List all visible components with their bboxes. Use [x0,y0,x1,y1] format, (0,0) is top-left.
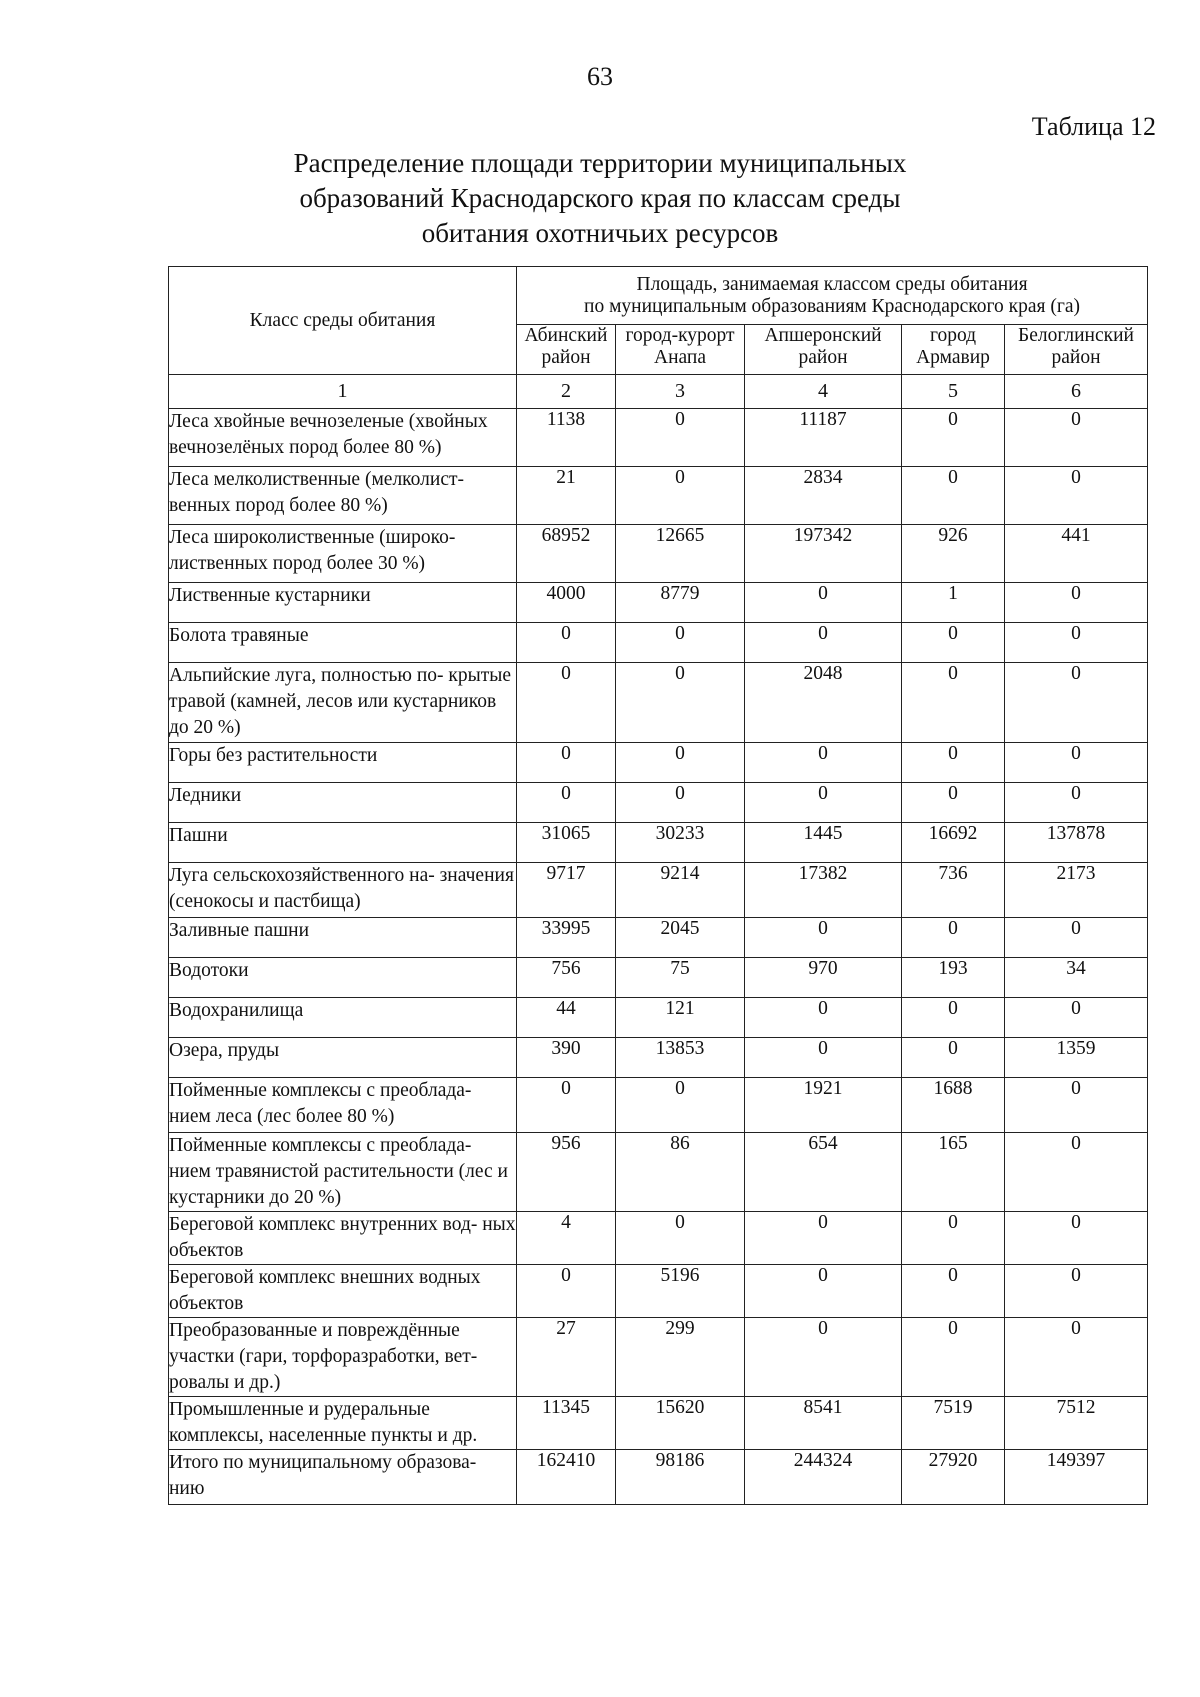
area-value-cell: 390 [517,1038,616,1078]
table-row [169,467,1148,525]
table-row [169,998,1148,1038]
habitat-class-cell: Пойменные комплексы с преоблада- нием травянистой растительности (лес и кустарники до 20 %) [169,1133,517,1212]
table-row [169,1078,1148,1133]
area-value-cell: 2045 [616,918,745,958]
column-number-row [169,375,1148,409]
area-value-cell: 0 [616,663,745,743]
area-value-cell: 27 [517,1318,616,1397]
table-row [169,823,1148,863]
area-value-cell: 68952 [517,525,616,583]
area-value-cell: 12665 [616,525,745,583]
table-row [169,1133,1148,1212]
area-value-cell: 0 [902,743,1005,783]
area-value-cell: 0 [1005,1078,1148,1133]
area-value-cell: 0 [902,1038,1005,1078]
area-value-cell: 0 [517,1078,616,1133]
area-value-cell: 0 [1005,783,1148,823]
area-value-cell: 0 [902,998,1005,1038]
area-value-cell: 0 [1005,743,1148,783]
area-value-cell: 162410 [517,1450,616,1505]
area-value-cell: 0 [616,623,745,663]
table-row [169,663,1148,743]
area-value-cell: 0 [1005,409,1148,467]
column-header-apsheronsky: Апшеронский район [745,325,902,375]
habitat-class-cell: Береговой комплекс внутренних вод- ных объектов [169,1212,517,1265]
area-value-cell: 244324 [745,1450,902,1505]
table-row [169,783,1148,823]
table-row [169,1397,1148,1450]
document-title [200,146,1000,251]
area-value-cell: 970 [745,958,902,998]
area-value-cell: 0 [1005,1133,1148,1212]
area-value-cell: 149397 [1005,1450,1148,1505]
area-column-group-header [517,267,1148,325]
area-value-cell: 11187 [745,409,902,467]
area-value-cell: 0 [517,1265,616,1318]
area-value-cell: 2173 [1005,863,1148,918]
table-row [169,958,1148,998]
area-value-cell: 926 [902,525,1005,583]
area-value-cell: 0 [1005,467,1148,525]
area-value-cell: 1 [902,583,1005,623]
habitat-class-cell: Водотоки [169,958,517,998]
area-value-cell: 4000 [517,583,616,623]
area-value-cell: 165 [902,1133,1005,1212]
area-value-cell: 197342 [745,525,902,583]
table-row [169,1212,1148,1265]
area-value-cell: 1688 [902,1078,1005,1133]
column-header-armavir: город Армавир [902,325,1005,375]
table-label: Таблица 12 [1031,112,1156,141]
table-row [169,918,1148,958]
area-value-cell: 756 [517,958,616,998]
area-value-cell: 0 [745,1265,902,1318]
area-value-cell: 4 [517,1212,616,1265]
habitat-class-cell: Лиственные кустарники [169,583,517,623]
area-value-cell: 0 [517,783,616,823]
title-line: Распределение площади территории муниципальных [293,148,907,178]
habitat-class-cell: Горы без растительности [169,743,517,783]
habitat-class-cell: Ледники [169,783,517,823]
table-row [169,1450,1148,1505]
class-column-header: Класс среды обитания [169,267,517,375]
column-header-beloglinsky: Белоглинский район [1005,325,1148,375]
area-value-cell: 27920 [902,1450,1005,1505]
area-value-cell: 0 [902,409,1005,467]
table-row [169,583,1148,623]
area-value-cell: 0 [745,1318,902,1397]
habitat-area-table [168,266,1148,1505]
area-value-cell: 13853 [616,1038,745,1078]
habitat-class-cell: Пашни [169,823,517,863]
area-value-cell: 1138 [517,409,616,467]
area-value-cell: 0 [1005,918,1148,958]
area-value-cell: 0 [745,743,902,783]
area-value-cell: 0 [616,743,745,783]
area-value-cell: 2048 [745,663,902,743]
area-value-cell: 98186 [616,1450,745,1505]
area-value-cell: 0 [517,623,616,663]
area-value-cell: 9717 [517,863,616,918]
area-value-cell: 16692 [902,823,1005,863]
habitat-class-cell: Луга сельскохозяйственного на- значения (сенокосы и пастбища) [169,863,517,918]
column-number: 6 [1005,375,1148,409]
table-row [169,623,1148,663]
area-value-cell: 30233 [616,823,745,863]
area-value-cell: 956 [517,1133,616,1212]
area-value-cell: 0 [1005,1318,1148,1397]
area-value-cell: 1445 [745,823,902,863]
area-value-cell: 0 [1005,1212,1148,1265]
area-value-cell: 31065 [517,823,616,863]
area-value-cell: 0 [902,663,1005,743]
area-value-cell: 736 [902,863,1005,918]
table-row [169,1265,1148,1318]
area-value-cell: 0 [745,998,902,1038]
area-value-cell: 0 [902,1318,1005,1397]
area-value-cell: 9214 [616,863,745,918]
column-number: 4 [745,375,902,409]
area-value-cell: 0 [616,1078,745,1133]
area-value-cell: 654 [745,1133,902,1212]
area-value-cell: 7519 [902,1397,1005,1450]
table-row [169,409,1148,467]
habitat-class-cell: Заливные пашни [169,918,517,958]
area-value-cell: 0 [1005,583,1148,623]
area-header-line: Площадь, занимаемая классом среды обитания [636,273,1028,295]
habitat-class-cell: Альпийские луга, полностью по- крытые травой (камней, лесов или кустарников до 20 %) [169,663,517,743]
area-value-cell: 0 [902,918,1005,958]
area-header-line: по муниципальным образованиям Краснодарского края (га) [584,295,1081,317]
column-number: 1 [169,375,517,409]
area-value-cell: 0 [902,1212,1005,1265]
area-value-cell: 1359 [1005,1038,1148,1078]
area-value-cell: 0 [1005,623,1148,663]
area-value-cell: 0 [745,1038,902,1078]
area-value-cell: 0 [1005,1265,1148,1318]
title-line: образований Краснодарского края по классам среды [299,183,901,213]
area-value-cell: 5196 [616,1265,745,1318]
area-value-cell: 193 [902,958,1005,998]
column-header-anapa: город-курорт Анапа [616,325,745,375]
page-number: 63 [587,62,613,91]
habitat-class-cell: Болота травяные [169,623,517,663]
column-number: 5 [902,375,1005,409]
habitat-class-cell: Леса мелколиственные (мелколист- венных пород более 80 %) [169,467,517,525]
area-value-cell: 1921 [745,1078,902,1133]
habitat-class-cell: Промышленные и рудеральные комплексы, населенные пункты и др. [169,1397,517,1450]
area-value-cell: 0 [517,663,616,743]
table-body [169,409,1148,1505]
habitat-class-cell: Береговой комплекс внешних водных объектов [169,1265,517,1318]
area-value-cell: 33995 [517,918,616,958]
habitat-class-cell: Озера, пруды [169,1038,517,1078]
area-value-cell: 7512 [1005,1397,1148,1450]
area-value-cell: 0 [902,467,1005,525]
area-value-cell: 0 [1005,998,1148,1038]
area-value-cell: 0 [517,743,616,783]
area-value-cell: 137878 [1005,823,1148,863]
area-value-cell: 34 [1005,958,1148,998]
table-row [169,1038,1148,1078]
table-row [169,863,1148,918]
area-value-cell: 86 [616,1133,745,1212]
area-value-cell: 441 [1005,525,1148,583]
habitat-class-cell: Преобразованные и повреждённые участки (гари, торфоразработки, вет- ровалы и др.) [169,1318,517,1397]
area-value-cell: 121 [616,998,745,1038]
area-value-cell: 8541 [745,1397,902,1450]
area-value-cell: 0 [616,409,745,467]
table-row [169,743,1148,783]
habitat-class-cell: Леса широколиственные (широко- лиственных пород более 30 %) [169,525,517,583]
area-value-cell: 0 [616,783,745,823]
area-value-cell: 0 [745,583,902,623]
area-value-cell: 2834 [745,467,902,525]
area-value-cell: 0 [1005,663,1148,743]
column-number: 3 [616,375,745,409]
habitat-class-cell: Пойменные комплексы с преоблада- нием леса (лес более 80 %) [169,1078,517,1133]
area-value-cell: 0 [902,1265,1005,1318]
area-value-cell: 17382 [745,863,902,918]
area-value-cell: 0 [902,623,1005,663]
habitat-class-cell: Водохранилища [169,998,517,1038]
title-line: обитания охотничьих ресурсов [421,218,779,248]
area-value-cell: 0 [745,623,902,663]
area-value-cell: 0 [745,1212,902,1265]
area-value-cell: 0 [902,783,1005,823]
column-header-abinsky: Абинский район [517,325,616,375]
area-value-cell: 21 [517,467,616,525]
area-value-cell: 0 [745,918,902,958]
area-value-cell: 0 [616,467,745,525]
area-value-cell: 11345 [517,1397,616,1450]
area-value-cell: 0 [616,1212,745,1265]
area-value-cell: 8779 [616,583,745,623]
area-value-cell: 75 [616,958,745,998]
area-value-cell: 44 [517,998,616,1038]
area-value-cell: 299 [616,1318,745,1397]
table-row [169,1318,1148,1397]
area-value-cell: 15620 [616,1397,745,1450]
table-row [169,525,1148,583]
habitat-class-cell: Леса хвойные вечнозеленые (хвойных вечнозелёных пород более 80 %) [169,409,517,467]
habitat-class-cell: Итого по муниципальному образова- нию [169,1450,517,1505]
column-number: 2 [517,375,616,409]
area-value-cell: 0 [745,783,902,823]
